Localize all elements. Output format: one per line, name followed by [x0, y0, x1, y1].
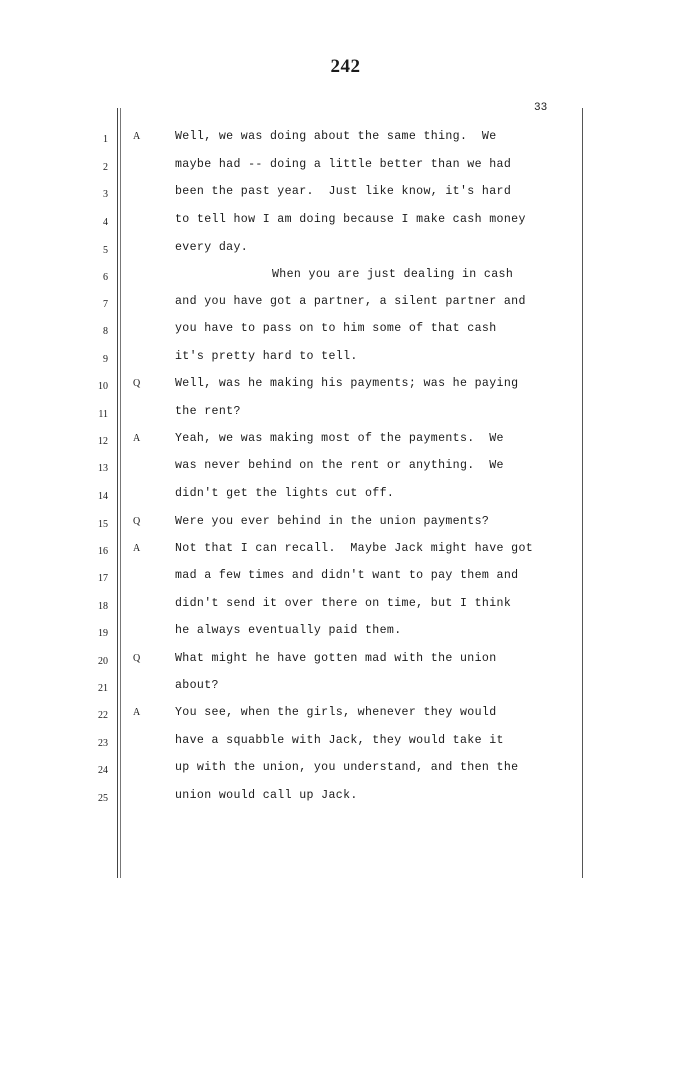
transcript-line [0, 759, 691, 779]
speaker-label: A [133, 543, 141, 554]
line-text: didn't send it over there on time, but I think [175, 597, 512, 610]
line-text: didn't get the lights cut off. [175, 487, 395, 500]
line-number: 16 [98, 546, 108, 557]
line-number: 17 [98, 573, 108, 584]
line-number: 19 [98, 628, 108, 639]
transcript-line [0, 513, 691, 533]
transcript-line [0, 567, 691, 587]
line-text: When you are just dealing in cash [272, 268, 514, 281]
line-number: 5 [103, 245, 108, 256]
transcript-line [0, 183, 691, 203]
line-text: Yeah, we was making most of the payments. We [175, 432, 504, 445]
line-number: 18 [98, 601, 108, 612]
line-number: 10 [98, 381, 108, 392]
line-text: every day. [175, 241, 249, 254]
transcript-line [0, 595, 691, 615]
transcript-line [0, 239, 691, 259]
line-number: 1 [103, 134, 108, 145]
transcript-line [0, 677, 691, 697]
transcript-line [0, 704, 691, 724]
line-text: maybe had -- doing a little better than we had [175, 158, 512, 171]
transcript-line [0, 787, 691, 807]
page-number: 242 [330, 56, 361, 77]
line-number: 20 [98, 656, 108, 667]
line-text: been the past year. Just like know, it's hard [175, 185, 512, 198]
transcript-line [0, 650, 691, 670]
line-text: Well, we was doing about the same thing. We [175, 130, 497, 143]
line-number: 2 [103, 162, 108, 173]
transcript-line [0, 211, 691, 231]
transcript-line [0, 128, 691, 148]
transcript-line [0, 485, 691, 505]
transcript-line [0, 348, 691, 368]
line-text: union would call up Jack. [175, 789, 358, 802]
speaker-label: Q [133, 653, 141, 664]
transcript-line [0, 293, 691, 313]
speaker-label: A [133, 131, 141, 142]
line-text: the rent? [175, 405, 241, 418]
transcript-line [0, 430, 691, 450]
line-number: 13 [98, 463, 108, 474]
line-number: 15 [98, 519, 108, 530]
line-text: have a squabble with Jack, they would take it [175, 734, 504, 747]
line-text: What might he have gotten mad with the union [175, 652, 497, 665]
line-text: You see, when the girls, whenever they would [175, 706, 497, 719]
line-number: 9 [103, 354, 108, 365]
transcript-line [0, 266, 691, 286]
transcript-line [0, 403, 691, 423]
line-number: 22 [98, 710, 108, 721]
speaker-label: A [133, 433, 141, 444]
line-number: 6 [103, 272, 108, 283]
transcript-line [0, 320, 691, 340]
line-text: you have to pass on to him some of that cash [175, 322, 497, 335]
line-number: 21 [98, 683, 108, 694]
line-text: and you have got a partner, a silent partner and [175, 295, 526, 308]
line-number: 12 [98, 436, 108, 447]
line-number: 11 [98, 409, 108, 420]
line-text: mad a few times and didn't want to pay them and [175, 569, 519, 582]
line-number: 23 [98, 738, 108, 749]
line-number: 24 [98, 765, 108, 776]
line-text: Were you ever behind in the union payments? [175, 515, 490, 528]
line-number: 8 [103, 326, 108, 337]
line-number: 3 [103, 189, 108, 200]
transcript-line [0, 540, 691, 560]
speaker-label: A [133, 707, 141, 718]
line-text: Not that I can recall. Maybe Jack might have got [175, 542, 534, 555]
line-number: 25 [98, 793, 108, 804]
line-text: was never behind on the rent or anything. We [175, 459, 504, 472]
transcript-line [0, 457, 691, 477]
transcript-line [0, 156, 691, 176]
line-text: he always eventually paid them. [175, 624, 402, 637]
transcript-line [0, 622, 691, 642]
speaker-label: Q [133, 516, 141, 527]
line-text: about? [175, 679, 219, 692]
line-text: up with the union, you understand, and then the [175, 761, 519, 774]
sheet-number: 33 [534, 102, 548, 114]
line-text: it's pretty hard to tell. [175, 350, 358, 363]
line-text: Well, was he making his payments; was he paying [175, 377, 519, 390]
speaker-label: Q [133, 378, 141, 389]
line-number: 7 [103, 299, 108, 310]
line-text: to tell how I am doing because I make cash money [175, 213, 526, 226]
line-number: 4 [103, 217, 108, 228]
transcript-line [0, 732, 691, 752]
line-number: 14 [98, 491, 108, 502]
transcript-line [0, 375, 691, 395]
